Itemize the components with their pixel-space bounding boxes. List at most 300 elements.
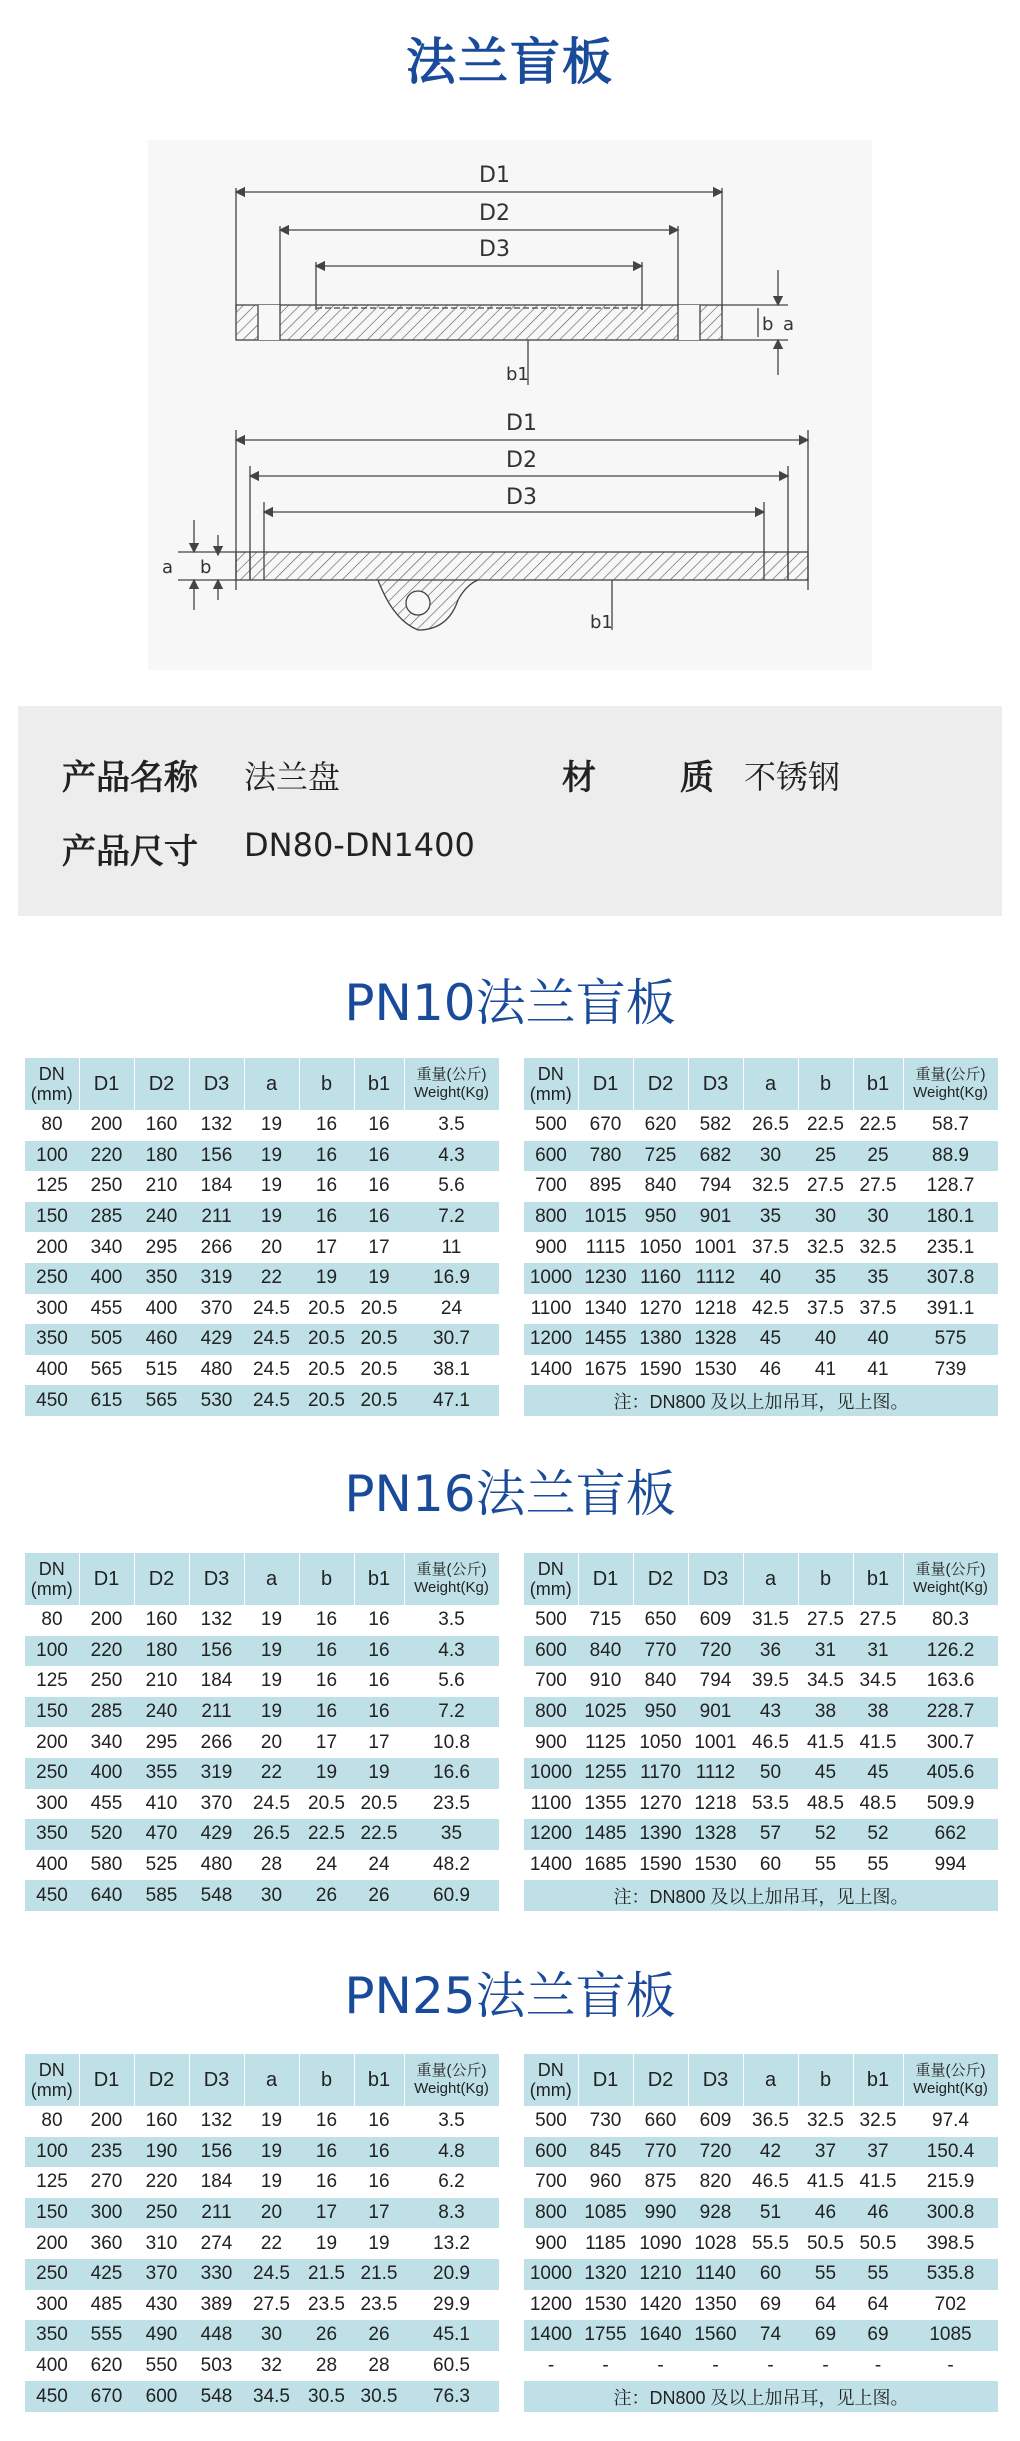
header-weight: 重量(公斤) Weight(Kg) — [903, 2054, 998, 2106]
table-cell: 46.5 — [752, 1731, 789, 1753]
header-d2: D2 — [134, 1553, 189, 1605]
table-cell: 24.5 — [244, 1324, 299, 1355]
table-cell: 715 — [589, 1609, 622, 1631]
table-row — [25, 1141, 499, 1172]
table-cell: 27.5 — [807, 1175, 844, 1197]
table-cell: 720 — [688, 2137, 743, 2168]
table-cell: 430 — [145, 2293, 178, 2315]
table-cell: 20.5 — [354, 1385, 404, 1416]
table-cell: 17 — [368, 1731, 390, 1753]
table-cell: 22.5 — [807, 1114, 844, 1136]
table-cell: 300.8 — [903, 2198, 998, 2229]
table-row — [25, 2167, 499, 2198]
table-cell: 20.5 — [360, 1792, 398, 1814]
table-cell: 184 — [200, 1175, 233, 1197]
table-cell: 100 — [25, 2137, 79, 2168]
table-cell: 19 — [244, 1141, 299, 1172]
table-cell: 20.5 — [299, 1385, 354, 1416]
table-row — [25, 1636, 499, 1667]
header-b1: b1 — [354, 2054, 404, 2106]
table-cell: 24.5 — [244, 1385, 299, 1416]
header-a: a — [743, 2054, 798, 2106]
table-cell: 19 — [354, 1263, 404, 1294]
header-d3: D3 — [688, 1553, 743, 1605]
product-name-value: 法兰盘 — [244, 758, 341, 796]
table-row — [524, 1202, 998, 1233]
table-cell: 450 — [25, 1385, 79, 1416]
table-cell: 400 — [36, 1359, 68, 1381]
table-cell: 125 — [36, 2171, 68, 2193]
table-cell: 37.5 — [807, 1297, 844, 1319]
material-label-2: 质 — [680, 758, 714, 798]
table-cell: 4.8 — [404, 2137, 499, 2168]
table-cell: 300 — [36, 1297, 68, 1319]
table-cell: 3.5 — [438, 1609, 465, 1631]
table-cell: 42 — [743, 2137, 798, 2168]
table-cell: 840 — [644, 1670, 677, 1692]
table-cell: 270 — [90, 2171, 123, 2193]
header-d1: D1 — [578, 2054, 633, 2106]
table-cell: 19 — [244, 2137, 299, 2168]
table-cell: 19 — [260, 2110, 283, 2132]
product-size-value: DN80-DN1400 — [244, 826, 475, 864]
table-cell: 1090 — [639, 2232, 682, 2254]
bottom-d2-label: D2 — [506, 448, 537, 473]
table-row — [25, 1880, 499, 1911]
table-cell: 16 — [299, 1202, 354, 1233]
header-d1: D1 — [79, 1058, 134, 1110]
table-cell: 800 — [524, 1697, 578, 1728]
table-cell: 840 — [578, 1636, 633, 1667]
table-cell: 48.5 — [859, 1792, 897, 1814]
table-row — [524, 1171, 998, 1202]
table-cell: 45 — [798, 1758, 853, 1789]
table-cell: 24.5 — [253, 1792, 290, 1814]
table-cell: 5.6 — [438, 1670, 465, 1692]
table-cell: 24 — [368, 1854, 390, 1876]
material-value: 不锈钢 — [744, 758, 841, 796]
header-dn: DN (mm) — [524, 2054, 578, 2106]
header-dn: DN (mm) — [524, 1553, 578, 1605]
table-cell: 24.5 — [244, 2259, 299, 2290]
table-cell: 520 — [79, 1819, 134, 1850]
table-row — [524, 1263, 998, 1294]
table-cell: - — [657, 2355, 664, 2377]
table-cell: 950 — [633, 1202, 688, 1233]
table-row — [25, 1850, 499, 1881]
table-cell: 32.5 — [752, 1175, 789, 1197]
table-cell: 150.4 — [903, 2137, 998, 2168]
table-row — [524, 1232, 998, 1263]
table-cell: 266 — [200, 1731, 233, 1753]
table-cell: 100 — [25, 1636, 79, 1667]
table-cell: 200 — [90, 1609, 123, 1631]
table-row — [524, 1355, 998, 1386]
table-cell: 1530 — [694, 1854, 737, 1876]
table-cell: 36 — [743, 1636, 798, 1667]
product-name-label: 产品名称 — [62, 758, 198, 798]
table-row — [25, 1355, 499, 1386]
table-cell: 50.5 — [807, 2232, 844, 2254]
table-cell: 55.5 — [752, 2232, 789, 2254]
table-cell: 515 — [145, 1359, 178, 1381]
table-cell: 800 — [524, 2198, 578, 2229]
table-cell: 16 — [354, 1636, 404, 1667]
table-cell: 509.9 — [926, 1792, 975, 1814]
product-size-label: 产品尺寸 — [62, 832, 198, 872]
table-cell: 1675 — [584, 1359, 627, 1381]
table-cell: 1085 — [578, 2198, 633, 2229]
table-cell: - — [947, 2355, 954, 2377]
header-dn: DN (mm) — [25, 1553, 79, 1605]
table-note-row — [524, 1385, 998, 1416]
table-cell: 548 — [189, 2381, 244, 2412]
table-cell: 125 — [36, 1175, 68, 1197]
table-cell: 37.5 — [752, 1236, 789, 1258]
table-header-row — [25, 1553, 499, 1605]
table-cell: 702 — [934, 2293, 967, 2315]
table-cell: 16.9 — [404, 1263, 499, 1294]
table-cell: 1112 — [688, 1758, 743, 1789]
table-row — [25, 2106, 499, 2137]
table-cell: 1000 — [524, 2259, 578, 2290]
header-dn: DN (mm) — [25, 2054, 79, 2106]
table-cell: 448 — [189, 2320, 244, 2351]
table-cell: 20.5 — [354, 1324, 404, 1355]
table-note: 注：DN800 及以上加吊耳，见上图。 — [524, 1880, 998, 1911]
header-b: b — [299, 2054, 354, 2106]
table-cell: 156 — [189, 1636, 244, 1667]
table-cell: 1050 — [639, 1236, 682, 1258]
table-cell: - — [822, 2355, 829, 2377]
table-cell: 60 — [743, 2259, 798, 2290]
table-cell: 40 — [798, 1324, 853, 1355]
table-cell: 16 — [354, 1202, 404, 1233]
table-cell: 80.3 — [932, 1609, 969, 1631]
table-cell: 16.6 — [404, 1758, 499, 1789]
header-d3: D3 — [189, 1553, 244, 1605]
table-cell: 17 — [315, 1236, 338, 1258]
table-row — [25, 1171, 499, 1202]
table-cell: 17 — [354, 2198, 404, 2229]
table-row — [524, 1819, 998, 1850]
table-cell: 211 — [189, 2198, 244, 2229]
table-cell: 22.5 — [859, 1114, 897, 1136]
table-cell: 210 — [145, 1670, 178, 1692]
table-cell: 1530 — [584, 2293, 627, 2315]
table-cell: 300 — [79, 2198, 134, 2229]
table-cell: 20.5 — [360, 1359, 398, 1381]
header-d2: D2 — [633, 1058, 688, 1110]
table-cell: 69 — [759, 2293, 782, 2315]
table-cell: 700 — [535, 1175, 567, 1197]
table-cell: 22 — [244, 1263, 299, 1294]
table-cell: 26.5 — [244, 1819, 299, 1850]
pn16-right-table — [524, 1553, 999, 1911]
table-cell: 19 — [368, 2232, 390, 2254]
table-cell: 45.1 — [404, 2320, 499, 2351]
table-cell: 180 — [134, 1636, 189, 1667]
table-cell: 1028 — [694, 2232, 737, 2254]
table-cell: 500 — [535, 2110, 567, 2132]
table-row — [524, 1850, 998, 1881]
table-cell: 266 — [200, 1236, 233, 1258]
table-cell: 350 — [134, 1263, 189, 1294]
header-b: b — [798, 2054, 853, 2106]
table-cell: 58.7 — [932, 1114, 969, 1136]
table-cell: 220 — [79, 1141, 134, 1172]
table-cell: 900 — [535, 1236, 567, 1258]
table-cell: 640 — [79, 1880, 134, 1911]
table-cell: 1590 — [639, 1854, 682, 1876]
table-row — [524, 1294, 998, 1325]
table-cell: 215.9 — [926, 2171, 975, 2193]
table-cell: 20 — [244, 2198, 299, 2229]
table-cell: 35 — [404, 1819, 499, 1850]
table-cell: 650 — [644, 1609, 677, 1631]
table-cell: 250 — [90, 1670, 123, 1692]
table-cell: 97.4 — [932, 2110, 969, 2132]
table-cell: 69 — [798, 2320, 853, 2351]
table-cell: 42.5 — [752, 1297, 789, 1319]
table-row — [524, 2106, 998, 2137]
table-cell: 32.5 — [859, 2110, 897, 2132]
table-cell: 200 — [90, 2110, 123, 2132]
table-cell: 1000 — [524, 1263, 578, 1294]
table-cell: 7.2 — [404, 1202, 499, 1233]
table-cell: 1000 — [524, 1758, 578, 1789]
table-cell: 1755 — [578, 2320, 633, 2351]
table-cell: 25 — [853, 1141, 903, 1172]
table-cell: 1170 — [633, 1758, 688, 1789]
table-cell: 26 — [354, 1880, 404, 1911]
table-cell: 31 — [853, 1636, 903, 1667]
table-cell: 585 — [134, 1880, 189, 1911]
table-cell: 16 — [299, 1697, 354, 1728]
table-cell: 350 — [25, 1324, 79, 1355]
table-cell: 235 — [79, 2137, 134, 2168]
table-cell: 660 — [644, 2110, 677, 2132]
table-cell: 38 — [853, 1697, 903, 1728]
table-cell: 250 — [25, 2259, 79, 2290]
table-cell: 20.5 — [308, 1297, 345, 1319]
table-note-row — [524, 1880, 998, 1911]
top-d1-label: D1 — [479, 163, 510, 188]
table-cell: 50 — [743, 1758, 798, 1789]
table-cell: 1400 — [529, 1854, 573, 1876]
table-cell: 429 — [189, 1819, 244, 1850]
table-row — [25, 1758, 499, 1789]
table-cell: 360 — [90, 2232, 123, 2254]
table-cell: 60.5 — [433, 2355, 470, 2377]
table-cell: 38 — [798, 1697, 853, 1728]
table-cell: 285 — [79, 1202, 134, 1233]
table-cell: 16 — [368, 2110, 390, 2132]
table-cell: 1320 — [578, 2259, 633, 2290]
table-cell: 26 — [354, 2320, 404, 2351]
table-cell: 500 — [535, 1114, 567, 1136]
table-row — [25, 1789, 499, 1820]
table-cell: 64 — [867, 2293, 889, 2315]
table-cell: 1001 — [694, 1236, 737, 1258]
table-cell: 1390 — [633, 1819, 688, 1850]
table-cell: 1230 — [578, 1263, 633, 1294]
table-cell: 1420 — [639, 2293, 682, 2315]
table-cell: 21.5 — [354, 2259, 404, 2290]
header-weight: 重量(公斤) Weight(Kg) — [903, 1553, 998, 1605]
table-cell: 57 — [743, 1819, 798, 1850]
table-cell: 1112 — [688, 1263, 743, 1294]
table-cell: 23.5 — [433, 1792, 470, 1814]
table-cell: 32.5 — [859, 1236, 897, 1258]
table-cell: 27.5 — [253, 2293, 290, 2315]
table-cell: 160 — [145, 1609, 178, 1631]
table-cell: 16 — [315, 1114, 338, 1136]
table-cell: 160 — [145, 2110, 178, 2132]
table-cell: 235.1 — [926, 1236, 975, 1258]
table-cell: 26.5 — [752, 1114, 789, 1136]
table-cell: 46.5 — [752, 2171, 789, 2193]
table-cell: 1485 — [578, 1819, 633, 1850]
header-d2: D2 — [134, 2054, 189, 2106]
table-cell: 300 — [36, 1792, 68, 1814]
header-weight: 重量(公斤) Weight(Kg) — [903, 1058, 998, 1110]
table-cell: 16 — [368, 1609, 390, 1631]
table-cell: 100 — [25, 1141, 79, 1172]
table-cell: 184 — [200, 2171, 233, 2193]
table-cell: 211 — [189, 1202, 244, 1233]
table-cell: 39.5 — [752, 1670, 789, 1692]
table-cell: 295 — [145, 1236, 178, 1258]
table-cell: 26 — [299, 1880, 354, 1911]
table-cell: 210 — [145, 1175, 178, 1197]
table-cell: 64 — [814, 2293, 837, 2315]
table-header-row — [25, 1058, 499, 1110]
table-cell: 1100 — [530, 1297, 572, 1319]
table-cell: 37 — [798, 2137, 853, 2168]
table-cell: 4.3 — [404, 1141, 499, 1172]
table-cell: 24 — [315, 1854, 338, 1876]
table-cell: 1140 — [688, 2259, 743, 2290]
table-cell: 725 — [633, 1141, 688, 1172]
table-cell: 1530 — [694, 1359, 737, 1381]
table-cell: 455 — [90, 1297, 123, 1319]
table-cell: 41.5 — [807, 1731, 844, 1753]
table-row — [524, 1666, 998, 1697]
table-cell: 30 — [244, 2320, 299, 2351]
table-cell: 211 — [189, 1697, 244, 1728]
table-cell: 800 — [524, 1202, 578, 1233]
table-cell: 20 — [260, 1731, 283, 1753]
table-cell: 555 — [79, 2320, 134, 2351]
table-note: 注：DN800 及以上加吊耳，见上图。 — [524, 2381, 998, 2412]
table-cell: 16 — [299, 1636, 354, 1667]
table-cell: 17 — [299, 2198, 354, 2229]
table-cell: 250 — [90, 1175, 123, 1197]
top-d3-label: D3 — [479, 237, 510, 262]
table-cell: 16 — [315, 1609, 338, 1631]
table-cell: 19 — [260, 1114, 283, 1136]
table-cell: 548 — [189, 1880, 244, 1911]
table-cell: 76.3 — [404, 2381, 499, 2412]
table-cell: 32.5 — [807, 2110, 844, 2132]
table-cell: 901 — [688, 1697, 743, 1728]
section-title-pn10: PN10法兰盲板 — [344, 974, 676, 1032]
table-cell: 23.5 — [360, 2293, 398, 2315]
table-cell: 30 — [244, 1880, 299, 1911]
table-row — [25, 1110, 499, 1141]
table-cell: 780 — [578, 1141, 633, 1172]
table-row — [524, 2290, 998, 2321]
table-cell: 45 — [743, 1324, 798, 1355]
table-cell: 582 — [699, 1114, 732, 1136]
table-cell: 1185 — [585, 2232, 626, 2254]
table-cell: 480 — [200, 1359, 233, 1381]
table-cell: 74 — [743, 2320, 798, 2351]
table-cell: 5.6 — [438, 1175, 465, 1197]
header-dn: DN (mm) — [524, 1058, 578, 1110]
table-cell: 739 — [934, 1359, 967, 1381]
table-cell: 600 — [524, 1141, 578, 1172]
table-row — [524, 2198, 998, 2229]
table-cell: 32.5 — [807, 1236, 844, 1258]
table-cell: 220 — [145, 2171, 178, 2193]
table-cell: 55 — [798, 2259, 853, 2290]
table-row — [25, 1324, 499, 1355]
section-title-pn25: PN25法兰盲板 — [344, 1967, 676, 2025]
table-cell: 88.9 — [903, 1141, 998, 1172]
table-row — [524, 1758, 998, 1789]
table-row — [25, 1666, 499, 1697]
table-cell: 180.1 — [903, 1202, 998, 1233]
table-cell: 250 — [134, 2198, 189, 2229]
table-cell: - — [712, 2355, 719, 2377]
table-cell: 535.8 — [903, 2259, 998, 2290]
table-cell: 1015 — [578, 1202, 633, 1233]
table-cell: 620 — [644, 1114, 677, 1136]
table-cell: 310 — [145, 2232, 178, 2254]
table-cell: 27.5 — [859, 1175, 897, 1197]
header-weight: 重量(公斤) Weight(Kg) — [404, 2054, 499, 2106]
table-cell: 480 — [200, 1854, 233, 1876]
table-cell: 530 — [189, 1385, 244, 1416]
table-cell: 319 — [189, 1263, 244, 1294]
table-cell: 48.5 — [807, 1792, 844, 1814]
header-b: b — [299, 1553, 354, 1605]
table-cell: 126.2 — [903, 1636, 998, 1667]
top-flange-view — [236, 188, 788, 385]
table-cell: 895 — [589, 1175, 622, 1197]
table-cell: 23.5 — [308, 2293, 345, 2315]
table-cell: 1270 — [639, 1792, 682, 1814]
table-cell: 220 — [79, 1636, 134, 1667]
table-cell: 19 — [260, 1175, 283, 1197]
table-cell: 16 — [368, 1175, 390, 1197]
table-cell: 682 — [688, 1141, 743, 1172]
table-cell: 990 — [633, 2198, 688, 2229]
table-cell: 794 — [699, 1670, 732, 1692]
top-d2-label: D2 — [479, 201, 510, 226]
table-cell: 22 — [260, 2232, 283, 2254]
table-cell: 160 — [145, 1114, 178, 1136]
header-weight: 重量(公斤) Weight(Kg) — [404, 1058, 499, 1110]
table-cell: 180 — [134, 1141, 189, 1172]
table-cell: 43 — [743, 1697, 798, 1728]
table-cell: 1400 — [524, 2320, 578, 2351]
table-cell: 307.8 — [903, 1263, 998, 1294]
table-row — [524, 1727, 998, 1758]
table-row — [25, 2320, 499, 2351]
